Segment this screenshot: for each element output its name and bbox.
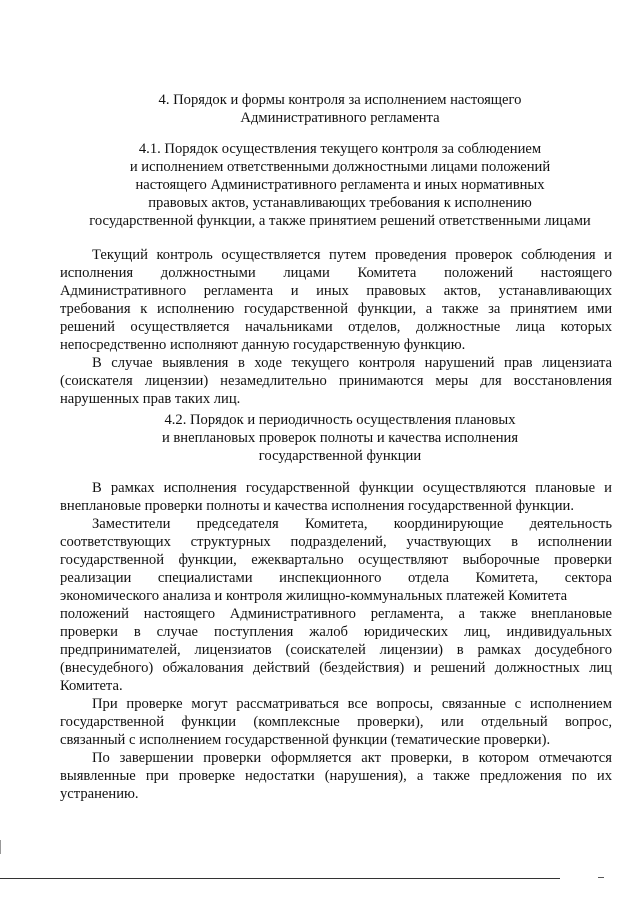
section-4-1-title — [40, 140, 640, 230]
paragraph-line: предпринимателей, лицензиатов (соискателей лицензии) в рамках досудебного — [60, 642, 612, 658]
paragraph-line: Текущий контроль осуществляется путем проведения проверок соблюдения и — [92, 247, 612, 263]
title-line: и исполнением ответственными должностными лицами положений — [129, 159, 551, 175]
paragraph-line: проверки в случае поступления жалоб юридических лиц, индивидуальных — [60, 624, 612, 640]
title-line: 4.1. Порядок осуществления текущего контроля за соблюдением — [138, 141, 542, 157]
paragraph-line: связанный с исполнением государственной функции (тематические проверки). — [60, 732, 551, 748]
paragraph-line: положений настоящего Административного регламента, а также внеплановые — [60, 606, 612, 622]
title-line: 4.2. Порядок и периодичность осуществления плановых — [164, 412, 516, 428]
section-4-2-title — [40, 411, 640, 465]
paragraph-line: непосредственно исполняют данную государственную функцию. — [60, 337, 466, 353]
title-line: Административного регламента — [240, 110, 440, 126]
paragraph-line: (соискателя лицензии) незамедлительно принимаются меры для восстановления — [60, 373, 612, 389]
paragraph-line: Административного регламента и иных правовых актов, устанавливающих — [60, 283, 612, 299]
scan-edge-mark — [0, 840, 1, 854]
paragraph-line: внеплановые проверки полноты и качества исполнения государственной функции. — [60, 498, 575, 514]
footer-mark — [598, 877, 604, 878]
paragraph-line: Заместители председателя Комитета, координирующие деятельность — [92, 516, 612, 532]
paragraph-line: (внесудебного) обжалования действий (бездействия) и решений должностных лиц — [60, 660, 612, 676]
paragraph-line: решений осуществляется начальниками отделов, должностные лица которых — [60, 319, 612, 335]
section-4-2-paragraph-4 — [60, 749, 612, 803]
title-line: настоящего Административного регламента и иных нормативных — [135, 177, 545, 193]
paragraph-line: государственной функции (комплексные проверки), или отдельный вопрос, — [60, 714, 612, 730]
paragraph-line: устранению. — [60, 786, 139, 802]
footer-rule — [0, 878, 560, 879]
paragraph-line: нарушенных прав таких лиц. — [60, 391, 241, 407]
section-4-2-paragraph-3 — [60, 695, 612, 749]
paragraph-line: исполнения должностными лицами Комитета положений настоящего — [60, 265, 612, 281]
title-line: государственной функции — [258, 448, 422, 464]
section-4-2-paragraph-2 — [60, 515, 612, 695]
paragraph-line: соответствующих структурных подразделений, участвующих в исполнении — [60, 534, 612, 550]
section-4-1-paragraph-1 — [60, 246, 612, 354]
title-line: правовых актов, устанавливающих требования к исполнению — [148, 195, 532, 211]
paragraph-line: По завершении проверки оформляется акт проверки, в котором отмечаются — [92, 750, 612, 766]
paragraph-line: экономического анализа и контроля жилищно-коммунальных платежей Комитета — [60, 588, 568, 604]
title-line: и внеплановых проверок полноты и качества исполнения — [161, 430, 519, 446]
paragraph-line: Комитета. — [60, 678, 123, 694]
title-line: государственной функции, а также принятием решений ответственными лицами — [89, 213, 591, 229]
section-4-2-paragraph-1 — [60, 479, 612, 515]
paragraph-line: В рамках исполнения государственной функции осуществляются плановые и — [92, 480, 612, 496]
section-4-title — [40, 91, 640, 127]
paragraph-line: требования к исполнению государственной функции, а также за принятием ими — [60, 301, 612, 317]
paragraph-line: реализации специалистами инспекционного отдела Комитета, сектора — [60, 570, 612, 586]
paragraph-line: В случае выявления в ходе текущего контроля нарушений прав лицензиата — [92, 355, 612, 371]
paragraph-line: государственной функции, ежеквартально осуществляют выборочные проверки — [60, 552, 612, 568]
title-line: 4. Порядок и формы контроля за исполнением настоящего — [158, 92, 522, 108]
paragraph-line: При проверке могут рассматриваться все вопросы, связанные с исполнением — [92, 696, 612, 712]
paragraph-line: выявленные при проверке недостатки (нарушения), а также предложения по их — [60, 768, 612, 784]
section-4-1-paragraph-2 — [60, 354, 612, 408]
